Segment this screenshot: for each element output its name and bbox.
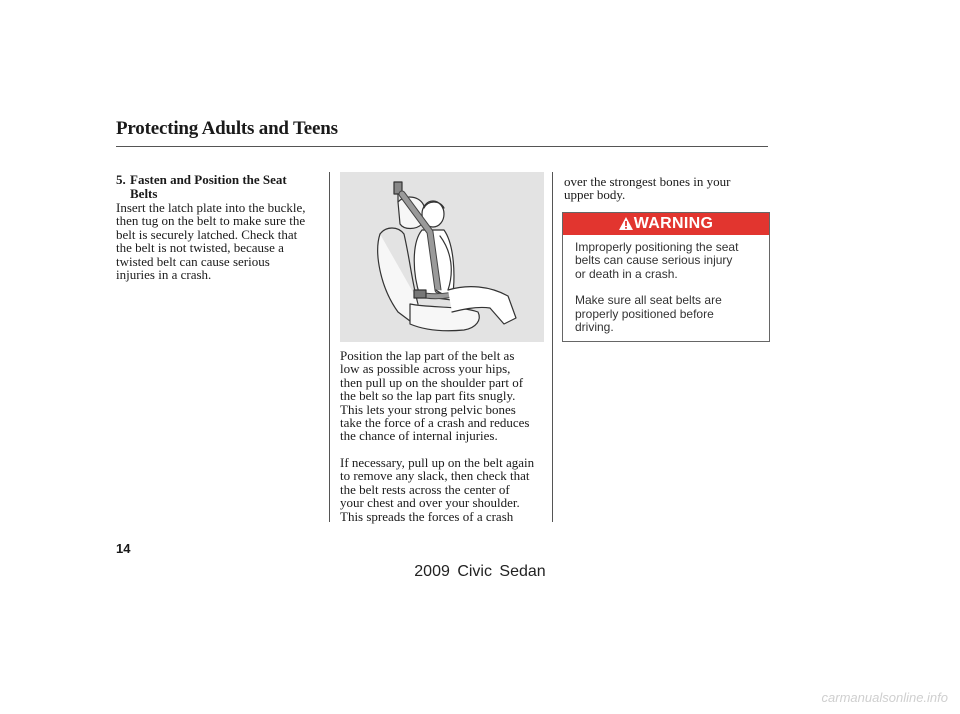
lap-belt-paragraph: Position the lap part of the belt as low as possible across your hips, then pull up on the shoulder part of the belt so the lap part fits snugly. This lets your strong pelvic bones take the force of a crash and reduces the chance of internal injuries. [340, 348, 530, 444]
column-divider [552, 172, 553, 522]
seat-belt-illustration [340, 172, 544, 342]
warning-text-instruction: Make sure all seat belts are properly positioned before driving. [575, 293, 722, 335]
title-divider [116, 146, 768, 147]
warning-text-injury: Improperly positioning the seat belts can cause serious injury or death in a crash. [575, 240, 739, 281]
step-title-line1: Fasten and Position the Seat [130, 172, 287, 187]
step-instructions: Insert the latch plate into the buckle, then tug on the belt to make sure the belt is securely latched. Check that the belt is not twisted, because a twisted belt can cause serious injuries in a crash. [116, 200, 306, 283]
continued-text: over the strongest bones in your upper body. [564, 174, 731, 203]
footer-model-name: 2009 Civic Sedan [414, 563, 546, 580]
step-title-line2: Belts [130, 186, 158, 201]
section-title: Protecting Adults and Teens [116, 118, 338, 139]
watermark: carmanualsonline.info [821, 690, 948, 705]
warning-header [563, 213, 769, 235]
slack-check-paragraph: If necessary, pull up on the belt again to remove any slack, then check that the belt rests across the center of your chest and over your shoulder. This spreads the forces of a crash [340, 455, 535, 524]
warning-label: WARNING [633, 215, 714, 232]
warning-triangle-icon [619, 215, 633, 237]
step-number: 5. [116, 172, 126, 187]
warning-box [562, 212, 770, 342]
page-number: 14 [116, 541, 131, 556]
step-heading [116, 173, 328, 201]
column-divider [329, 172, 330, 522]
